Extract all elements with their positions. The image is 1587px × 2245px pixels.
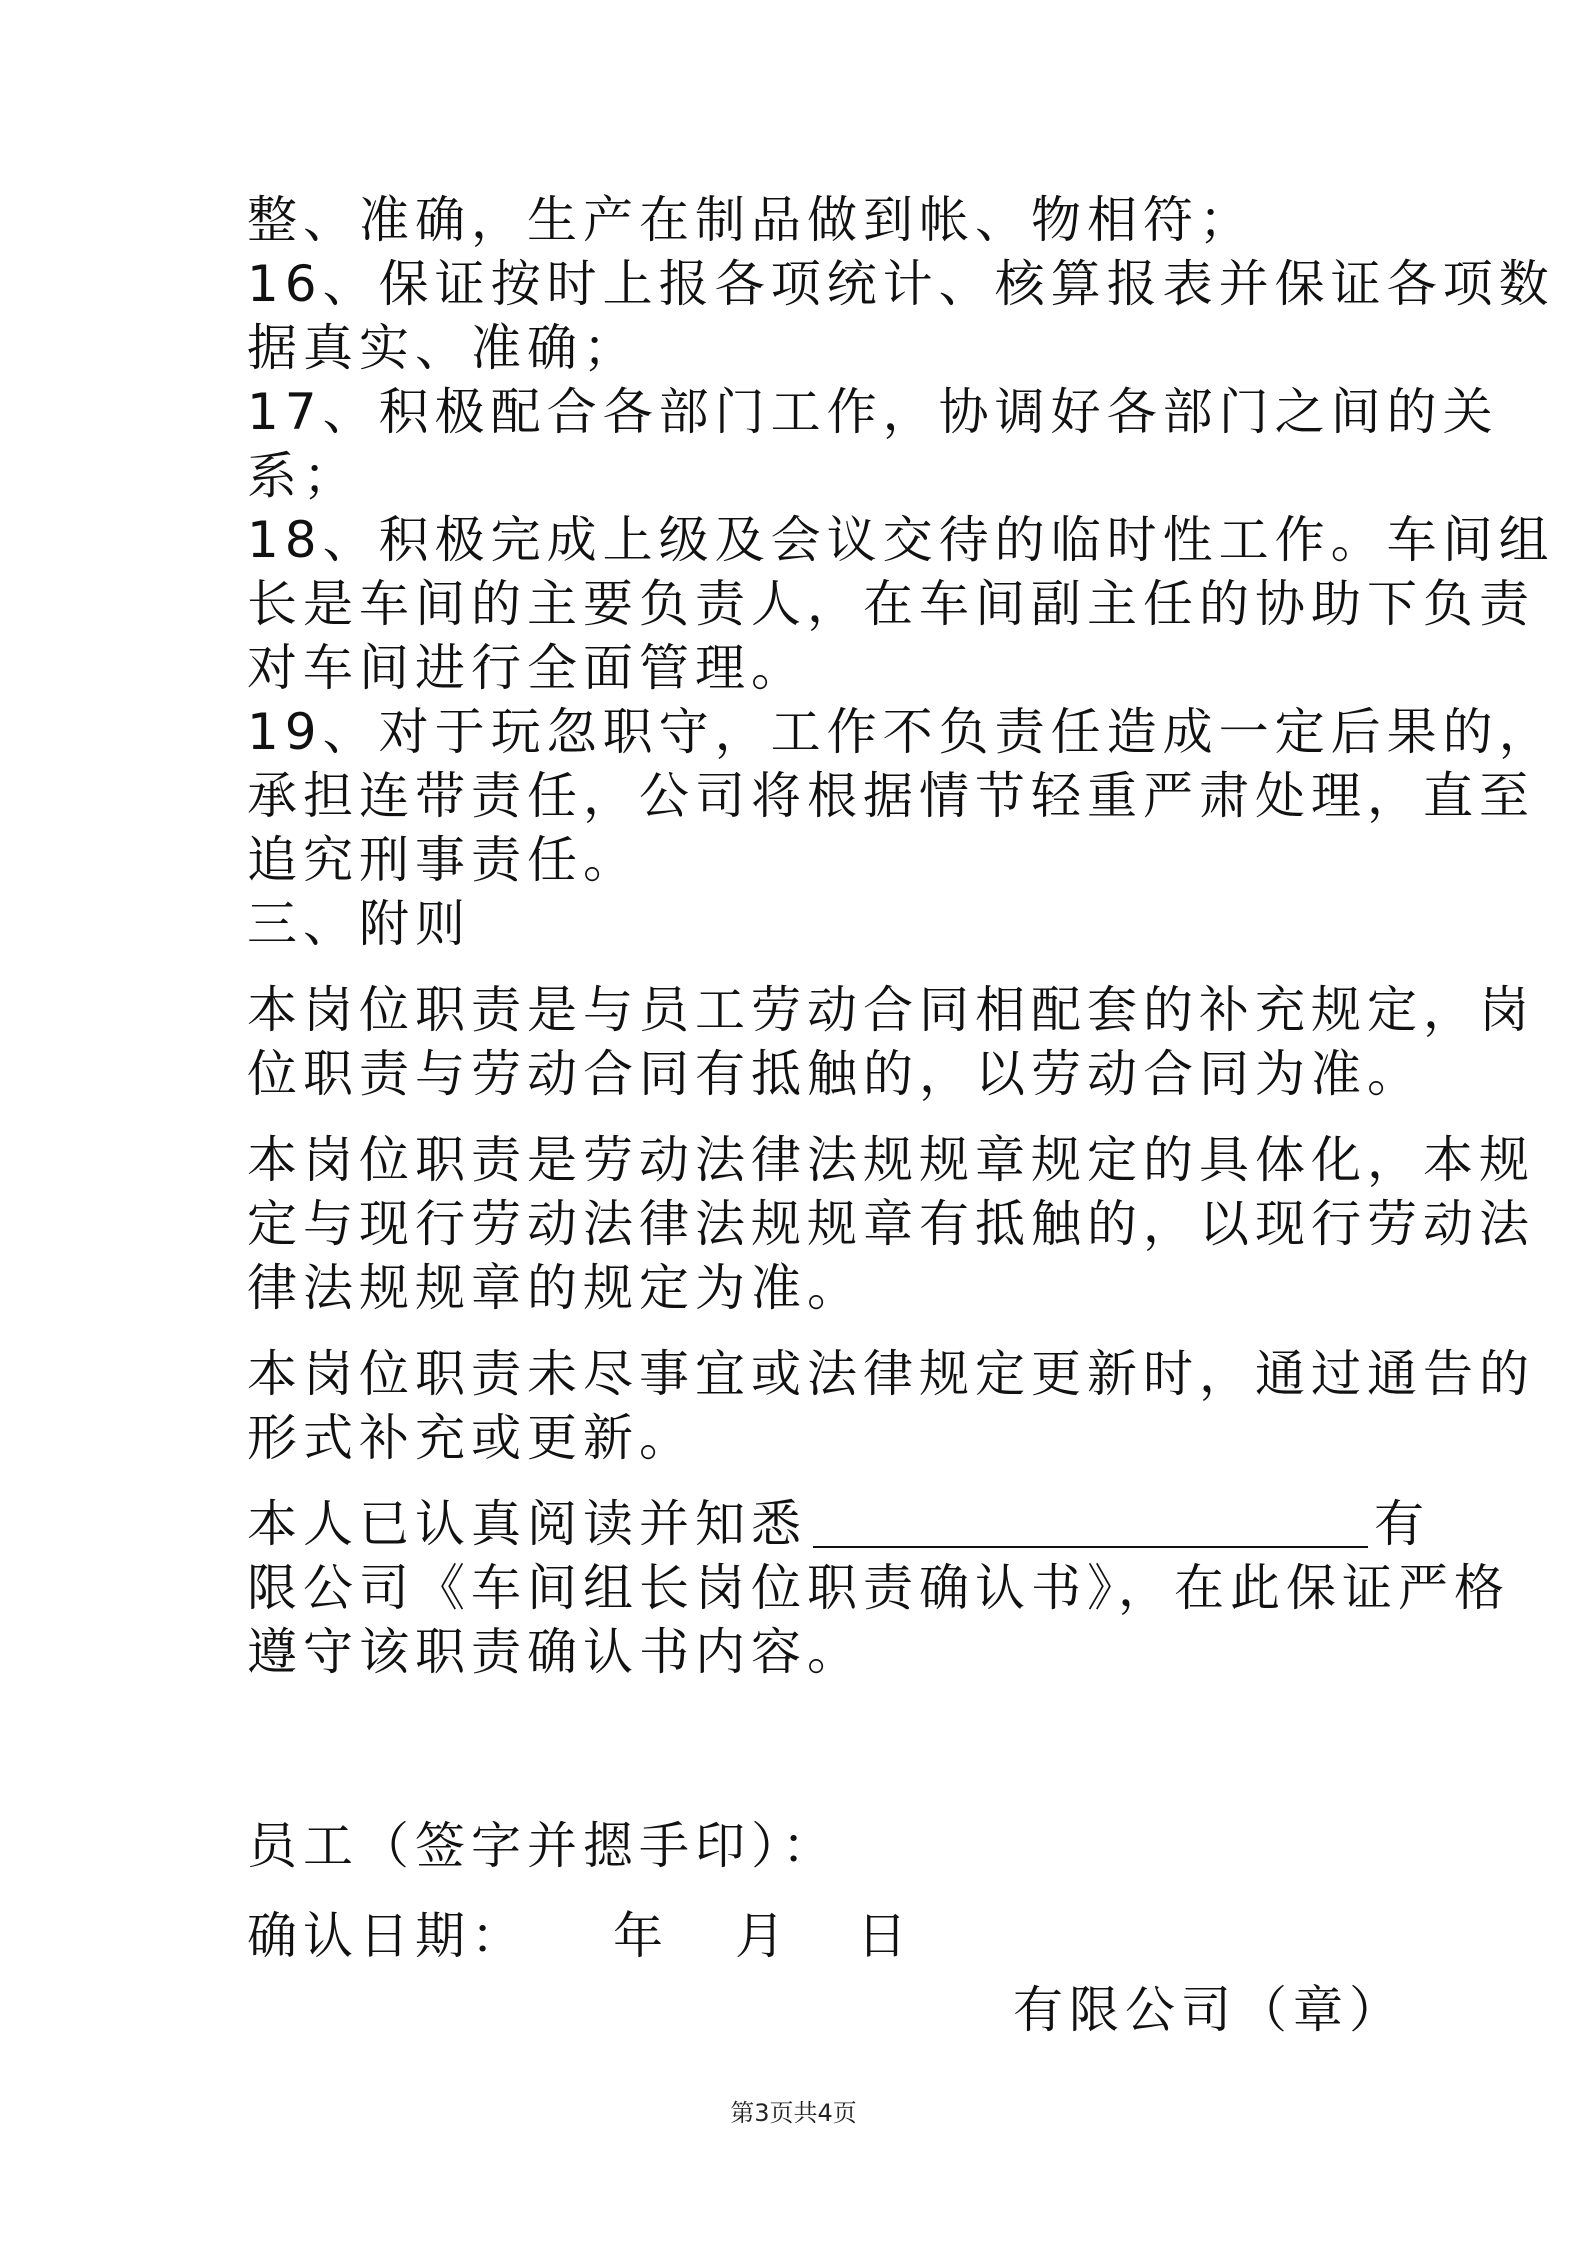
text-line: 据真实、准确； [247,319,639,377]
text-line: 追究刑事责任。 [247,831,639,889]
text-line: 承担连带责任，公司将根据情节轻重严肃处理，直至 [247,767,1535,825]
text-line: 形式补充或更新。 [247,1409,695,1467]
date-day: 日 [857,1907,913,1965]
document-body [247,188,1555,1968]
text-line: 19、对于玩忽职守，工作不负责任造成一定后果的， [247,703,1555,761]
text-line: 整、准确，生产在制品做到帐、物相符； [247,191,1255,249]
company-stamp-label: 有限公司（章） [1013,1981,1405,2039]
text-line: 系； [247,447,359,505]
text-line: 长是车间的主要负责人，在车间副主任的协助下负责 [247,575,1535,633]
text-line: 律法规规章的规定为准。 [247,1259,863,1317]
acknowledgement-line [247,1492,1430,1556]
text-line: 本岗位职责是劳动法律法规规章规定的具体化，本规 [247,1131,1535,1189]
text-line: 位职责与劳动合同有抵触的，以劳动合同为准。 [247,1045,1423,1103]
date-month: 月 [735,1907,791,1965]
paragraph-contract [247,978,1535,1106]
text-line: 16、保证按时上报各项统计、核算报表并保证各项数 [247,255,1555,313]
text-line: 定与现行劳动法律法规规章有抵触的，以现行劳动法 [247,1195,1535,1253]
date-year: 年 [613,1907,669,1965]
date-label: 确认日期： [247,1907,527,1965]
acknowledgement-paragraph [247,1492,1510,1684]
acknowledgement-suffix: 有 [1374,1495,1430,1553]
paragraph-updates [247,1342,1535,1470]
page-footer: 第3页共4页 [730,2099,857,2127]
text-line: 本岗位职责未尽事宜或法律规定更新时，通过通告的 [247,1345,1535,1403]
text-line: 18、积极完成上级及会议交待的临时性工作。车间组 [247,511,1555,569]
paragraph-labor-law [247,1128,1535,1320]
text-line: 限公司《车间组长岗位职责确认书》，在此保证严格 [247,1559,1510,1617]
text-line: 17、积极配合各部门工作，协调好各部门之间的关 [247,383,1499,441]
signature-label: 员工（签字并摁手印）： [247,1817,838,1875]
text-line: 本岗位职责是与员工劳动合同相配套的补充规定，岗 [247,981,1535,1039]
text-line: 对车间进行全面管理。 [247,639,807,697]
section-heading: 三、附则 [247,895,471,953]
company-name-blank[interactable] [813,1492,1368,1548]
text-line: 遵守该职责确认书内容。 [247,1623,863,1681]
acknowledgement-prefix: 本人已认真阅读并知悉 [247,1495,807,1553]
confirmation-date [247,1904,1357,1968]
